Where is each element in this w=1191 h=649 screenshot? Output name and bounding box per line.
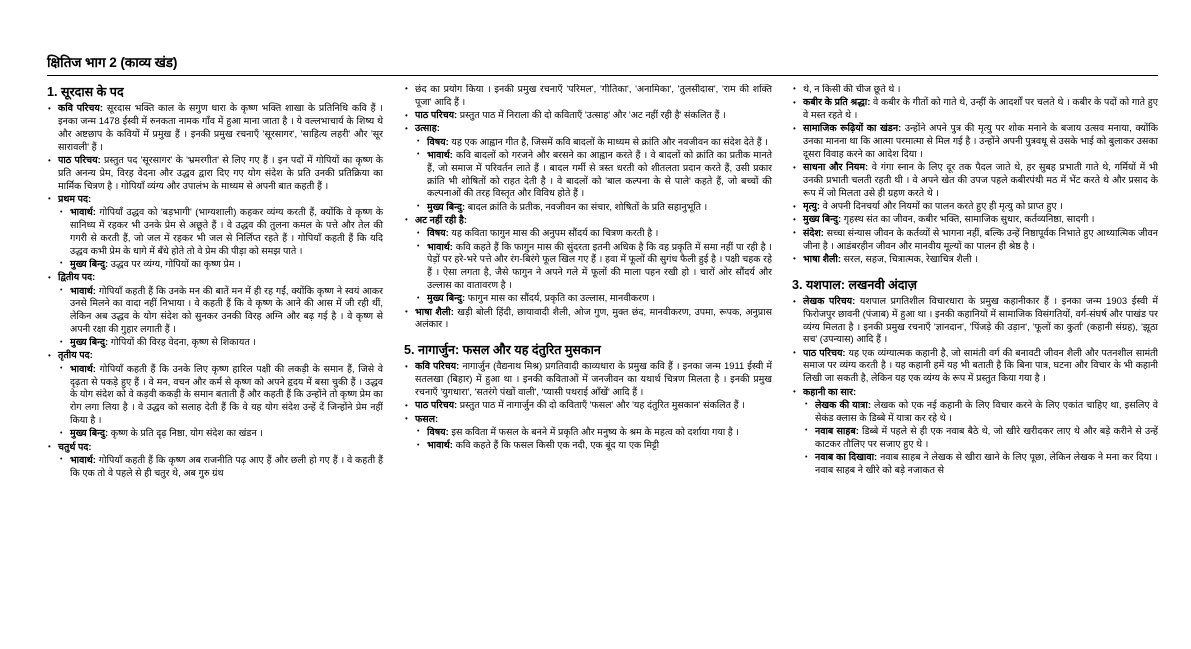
- item-text: गोपियाँ कहती हैं कि उनके लिए कृष्ण हारिल पक्षी की लकड़ी के समान हैं, जिसे वे दृढ़ता से पकड़े हुए हैं । वे मन, वचन और कर्म से कृष्ण को अपने हृदय में बसा चुकी हैं । उद्धव के योग संदेश को वे कड़वी ककड़ी के समान बताती हैं और कहती हैं कि उन्होंने तो कृष्ण प्रेम का रोग लगा लिया है । वे उद्धव को सलाह देती हैं कि वे यह योग संदेश उन्हें दें जिन्होंने प्रेम नहीं किया है ।: [70, 363, 383, 426]
- item-text: उद्धव पर व्यंग्य, गोपियों का कृष्ण प्रेम ।: [108, 258, 241, 270]
- sub-list-item: [415, 440, 772, 453]
- column-3: [790, 84, 1158, 649]
- column-2: [402, 84, 790, 649]
- list-item: [404, 361, 772, 399]
- sub-list: [415, 427, 772, 453]
- item-text: कृष्ण के प्रति दृढ़ निष्ठा, योग संदेश का खंडन ।: [108, 428, 263, 440]
- item-label: नवाब का दिखावा:: [815, 452, 878, 464]
- section-list: [404, 361, 772, 453]
- item-label: मृत्यु:: [803, 201, 820, 213]
- list-item: [792, 296, 1158, 347]
- item-text: नागार्जुन (वैद्यनाथ मिश्र) प्रगतिवादी काव्यधारा के प्रमुख कवि हैं । इनका जन्म 1911 ईस्वी में सतलखा (बिहार) में हुआ था । इनकी कविताओं में जनजीवन का यथार्थ चित्रण मिलता है । इनकी प्रमुख रचनाएँ 'युगधारा', 'सतरंगे पंखों वाली', 'प्यासी पथराई आँखें' आदि हैं ।: [415, 361, 772, 399]
- item-label: लेखक की यात्रा:: [815, 399, 871, 411]
- item-label: विषय:: [427, 136, 449, 148]
- item-label: द्वितीय पद:: [58, 272, 96, 284]
- list-item: [792, 123, 1158, 161]
- item-text: कवि कहते हैं कि फसल किसी एक नदी, एक बूंद या एक मिट्टी: [452, 440, 660, 452]
- item-label: मुख्य बिन्दु:: [70, 428, 109, 440]
- sub-list: [58, 207, 383, 271]
- item-text: थे, न किसी की चीज छूते थे ।: [803, 83, 901, 95]
- list-item: [792, 162, 1158, 200]
- sub-list-item: [803, 400, 1158, 426]
- list-item: [792, 201, 1158, 214]
- list-item: [47, 442, 383, 481]
- item-label: फसल:: [415, 413, 439, 425]
- section-list: [792, 84, 1158, 267]
- item-text: इस कविता में फसल के बनने में प्रकृति और मनुष्य के श्रम के महत्व को दर्शाया गया है ।: [448, 426, 740, 438]
- sub-list: [58, 364, 383, 441]
- sub-list-item: [415, 427, 772, 440]
- item-label: भावार्थ:: [70, 285, 96, 297]
- item-text: गोपियाँ कहती हैं कि कृष्ण अब राजनीति पढ़ आए हैं और छली हो गए हैं । वे कहती हैं कि एक तो वे पहले से ही चतुर थे, अब गुरु ग्रंथ: [70, 454, 383, 479]
- section-list: [47, 103, 383, 480]
- item-label: कवि परिचय:: [58, 103, 104, 115]
- title-divider: [47, 75, 1158, 76]
- list-item: [792, 214, 1158, 227]
- list-item: [792, 348, 1158, 386]
- section-heading: 3. यशपाल: लखनवी अंदाज़: [792, 277, 918, 292]
- item-label: विषय:: [427, 426, 449, 438]
- list-item: [404, 215, 772, 306]
- item-label: सामाजिक रूढ़ियों का खंडन:: [803, 123, 902, 135]
- item-label: भावार्थ:: [70, 454, 96, 466]
- item-label: संदेश:: [803, 227, 824, 239]
- sub-list-item: [415, 242, 772, 293]
- item-label: भावार्थ:: [427, 149, 453, 161]
- item-label: तृतीय पद:: [58, 350, 93, 362]
- list-item: [47, 194, 383, 272]
- item-label: पाठ परिचय:: [803, 347, 846, 359]
- item-text: गोपियाँ उद्धव को 'बड़भागी' (भाग्यशाली) कहकर व्यंग्य करती हैं, क्योंकि वे कृष्ण के सानिध्य में रहकर भी उनके प्रेम से अछूते हैं । वे उद्धव की तुलना कमल के पत्ते और तेल की गगरी से करती हैं, जो जल में रहकर भी जल से निर्लिप्त रहते हैं । गोपियाँ कहती हैं कि यदि उद्धव कभी प्रेम के धागे में बँधे होते तो वे प्रेम की पीड़ा को समझ पाते ।: [70, 207, 383, 257]
- item-text: फागुन मास का सौंदर्य, प्रकृति का उल्लास, मानवीकरण ।: [465, 293, 656, 305]
- sub-list-item: [58, 455, 383, 481]
- page-title: क्षितिज भाग 2 (काव्य खंड): [47, 55, 178, 70]
- sub-list-item: [58, 337, 383, 350]
- list-item: [404, 123, 772, 214]
- sub-list-item: [58, 428, 383, 441]
- item-text: सच्चा संन्यास जीवन के कर्तव्यों से भागना नहीं, बल्कि उन्हें निष्ठापूर्वक निभाते हुए आध्यात्मिक जीवन जीना है । आडंबरहीन जीवन और मानवीय मूल्यों का पालन ही श्रेष्ठ है ।: [803, 227, 1158, 252]
- item-label: कबीर के प्रति श्रद्धा:: [803, 97, 871, 109]
- sub-list-item: [58, 286, 383, 337]
- item-text: वे कबीर के गीतों को गाते थे, उन्हीं के आदर्शों पर चलते थे । कबीर के पदों को गाते हुए वे मस्त रहते थे ।: [803, 97, 1158, 122]
- sub-list-item: [415, 293, 772, 306]
- item-text: लेखक को एक नई कहानी के लिए विचार करने के लिए एकांत चाहिए था, इसलिए वे सेकंड क्लास के डिब्बे में यात्रा कर रहे थे ।: [815, 399, 1158, 424]
- item-label: चतुर्थ पद:: [58, 441, 92, 453]
- list-item: [404, 307, 772, 333]
- item-label: पाठ परिचय:: [415, 110, 458, 122]
- item-label: भावार्थ:: [427, 440, 453, 452]
- item-text: यह एक व्यंग्यात्मक कहानी है, जो सामंती वर्ग की बनावटी जीवन शैली और पतनशील सामंती समाज पर व्यंग्य करती है । यह कहानी हमें यह भी बताती है कि बिना पात्र, घटना और विचार के भी कहानी लिखी जा सकती है, लेकिन यह एक व्यंग्य के रूप में प्रस्तुत किया गया है ।: [803, 347, 1158, 385]
- list-item: [404, 84, 772, 110]
- item-text: छंद का प्रयोग किया । इनकी प्रमुख रचनाएँ 'परिमल', 'गीतिका', 'अनामिका', 'तुलसीदास', 'राम की शक्ति पूजा' आदि हैं ।: [415, 83, 772, 108]
- item-text: प्रस्तुत पाठ में नागार्जुन की दो कविताएँ 'फसल' और 'यह दंतुरित मुसकान' संकलित हैं ।: [457, 400, 745, 412]
- item-text: सूरदास भक्ति काल के सगुण धारा के कृष्ण भक्ति शाखा के प्रतिनिधि कवि हैं । इनका जन्म 1478 ईस्वी में रुनकता नामक गाँव में हुआ माना जाता है । ये वल्लभाचार्य के शिष्य थे और अष्टछाप के कवियों में प्रमुख हैं । इनकी प्रमुख रचनाएँ 'सूरसागर', 'साहित्य लहरी' और 'सूर सारावली' हैं ।: [58, 103, 383, 153]
- list-item: [47, 155, 383, 193]
- sub-list-item: [803, 452, 1158, 478]
- item-text: नवाब साहब ने लेखक से खीरा खाने के लिए पूछा, लेकिन लेखक ने मना कर दिया । नवाब साहब ने खीरे को बड़े नजाकत से: [815, 452, 1158, 476]
- sub-list: [415, 137, 772, 215]
- item-label: भावार्थ:: [70, 207, 96, 219]
- sub-list-item: [415, 202, 772, 215]
- item-text: कवि बादलों को गरजने और बरसने का आह्वान करते हैं । वे बादलों को क्रांति का प्रतीक मानते हैं, जो समाज में परिवर्तन लाते हैं । बादल गर्मी से त्रस्त धरती को शीतलता प्रदान करते हैं, उसी प्रकार क्रांति भी शोषितों को राहत देती है । वे बादलों को 'बाल कल्पना के से पाले' कहते हैं, जो बच्चों की कल्पनाओं की तरह विस्तृत और विविध होते हैं ।: [427, 149, 772, 200]
- item-text: प्रस्तुत पद 'सूरसागर' के 'भ्रमरगीत' से लिए गए हैं । इन पदों में गोपियों का कृष्ण के प्रति अनन्य प्रेम, विरह वेदना और उद्धव द्वारा दिए गए योग संदेश के प्रति उनकी प्रतिक्रिया का मार्मिक चित्रण है । गोपियाँ व्यंग्य और उपालंभ के माध्यम से अपनी बात कहती हैं ।: [58, 155, 383, 192]
- sub-list: [803, 400, 1158, 478]
- list-item: [47, 272, 383, 350]
- item-text: यह एक आह्वान गीत है, जिसमें कवि बादलों के माध्यम से क्रांति और नवजीवन का संदेश देते हैं ।: [448, 136, 768, 148]
- item-label: प्रथम पद:: [58, 193, 92, 205]
- sub-list-item: [58, 259, 383, 272]
- item-label: मुख्य बिन्दु:: [70, 258, 109, 270]
- item-label: उत्साह:: [415, 123, 440, 135]
- item-text: खड़ी बोली हिंदी, छायावादी शैली, ओज गुण, मुक्त छंद, मानवीकरण, उपमा, रूपक, अनुप्रास अलंकार ।: [415, 306, 772, 331]
- item-label: साधना और नियम:: [803, 162, 869, 174]
- item-label: मुख्य बिन्दु:: [803, 214, 842, 226]
- column-1: [47, 84, 402, 649]
- sub-list-item: [415, 137, 772, 150]
- item-label: नवाब साहब:: [815, 425, 859, 437]
- list-item: [792, 254, 1158, 267]
- item-label: कहानी का सार:: [803, 386, 857, 398]
- page-header: [47, 55, 1158, 76]
- list-item: [404, 110, 772, 123]
- sub-list: [415, 228, 772, 306]
- list-item: [404, 400, 772, 413]
- sub-list-item: [415, 228, 772, 241]
- sub-list-item: [58, 207, 383, 258]
- item-label: कवि परिचय:: [415, 361, 460, 373]
- item-label: भावार्थ:: [70, 363, 96, 375]
- item-label: भावार्थ:: [427, 241, 453, 253]
- item-text: यशपाल प्रगतिशील विचारधारा के प्रमुख कहानीकार हैं । इनका जन्म 1903 ईस्वी में फिरोजपुर छावनी (पंजाब) में हुआ था । इनकी कहानियों में सामाजिक विसंगतियों, वर्ग-संघर्ष और पाखंड पर व्यंग्य मिलता है । इनकी प्रमुख रचनाएँ 'ज्ञानदान', 'पिंजड़े की उड़ान', 'फूलों का कुर्ता' (कहानी संग्रह), 'झूठा सच' (उपन्यास) आदि हैं ।: [803, 296, 1158, 346]
- item-label: पाठ परिचय:: [415, 400, 458, 412]
- list-item: [792, 387, 1158, 478]
- item-text: गृहस्थ संत का जीवन, कबीर भक्ति, सामाजिक सुधार, कर्तव्यनिष्ठा, सादगी ।: [841, 214, 1095, 226]
- list-item: [792, 84, 1158, 97]
- item-text: गोपियों की विरह वेदना, कृष्ण से शिकायत ।: [108, 337, 256, 349]
- item-text: डिब्बे में पहले से ही एक नवाब बैठे थे, जो खीरे खरीदकर लाए थे और बड़े करीने से उन्हें काटकर तौलिए पर सजाए हुए थे ।: [815, 425, 1158, 450]
- list-item: [792, 97, 1158, 123]
- item-text: कवि कहते हैं कि फागुन मास की सुंदरता इतनी अधिक है कि वह प्रकृति में समा नहीं पा रही है । पेड़ों पर हरे-भरे पत्ते और रंग-बिरंगे फूल खिल गए हैं । हवा में फूलों की सुगंध फैली हुई है । पक्षी चहक रहे हैं । ऐसा लगता है, जैसे फागुन ने अपने गले में फूलों की माला पहन रखी हो । चारों ओर सौंदर्य और उल्लास का वातावरण है ।: [427, 241, 772, 291]
- section-list: [404, 84, 772, 332]
- sub-list-item: [415, 150, 772, 201]
- item-label: लेखक परिचय:: [803, 296, 856, 307]
- three-column-layout: [47, 84, 1158, 649]
- item-text: वे अपनी दिनचर्या और नियमों का पालन करते हुए ही मृत्यु को प्राप्त हुए ।: [820, 201, 1063, 213]
- list-item: [792, 228, 1158, 254]
- item-label: मुख्य बिन्दु:: [427, 201, 466, 213]
- sub-list: [58, 455, 383, 481]
- item-text: उन्होंने अपने पुत्र की मृत्यु पर शोक मनाने के बजाय उत्सव मनाया, क्योंकि उनका मानना था कि आत्मा परमात्मा से मिल गई है । उन्होंने अपनी पुत्रवधू से उसके भाई को बुलाकर उसका दूसरा विवाह करने का आदेश दिया ।: [803, 123, 1158, 160]
- list-item: [404, 414, 772, 453]
- item-text: बादल क्रांति के प्रतीक, नवजीवन का संचार, शोषितों के प्रति सहानुभूति ।: [465, 201, 708, 213]
- sub-list: [58, 286, 383, 350]
- item-label: मुख्य बिन्दु:: [70, 337, 109, 349]
- item-text: यह कविता फागुन मास की अनुपम सौंदर्य का चित्रण करती है ।: [448, 228, 659, 240]
- item-text: गोपियाँ कहती हैं कि उनके मन की बातें मन में ही रह गईं, क्योंकि कृष्ण ने स्वयं आकर उनसे मिलने का वादा नहीं निभाया । वे कहती हैं कि वे कृष्ण के आने की आस में जी रही थीं, लेकिन अब उद्धव के योग संदेश को सुनकर उनकी विरह अग्नि और बढ़ गई है । वे कृष्ण से अपनी रक्षा की गुहार लगाती हैं ।: [70, 285, 383, 335]
- item-label: अट नहीं रही है:: [415, 214, 467, 226]
- sub-list-item: [803, 426, 1158, 452]
- item-text: वे गंगा स्नान के लिए दूर तक पैदल जाते थे, हर सुबह प्रभाती गाते थे, गर्मियों में भी उनकी प्रभाती चलती रहती थी । वे अपने खेत की उपज पहले कबीरपंथी मठ में भेंट करते थे और प्रसाद के रूप में जो मिलता उसे ही ग्रहण करते थे ।: [803, 162, 1158, 199]
- section-heading: 5. नागार्जुन: फसल और यह दंतुरित मुसकान: [404, 343, 601, 358]
- item-label: भाषा शैली:: [415, 306, 454, 318]
- item-text: सरल, सहज, चित्रात्मक, रेखाचित्र शैली ।: [841, 253, 978, 265]
- item-text: प्रस्तुत पाठ में निराला की दो कविताएँ 'उत्साह' और 'अट नहीं रही है' संकलित हैं ।: [457, 110, 726, 122]
- list-item: [47, 103, 383, 154]
- section-list: [792, 296, 1158, 478]
- item-label: भाषा शैली:: [803, 253, 842, 265]
- item-label: मुख्य बिन्दु:: [427, 293, 466, 305]
- item-label: विषय:: [427, 228, 449, 240]
- item-label: पाठ परिचय:: [58, 155, 101, 167]
- section-heading: 1. सूरदास के पद: [47, 84, 124, 99]
- sub-list-item: [58, 364, 383, 428]
- list-item: [47, 350, 383, 441]
